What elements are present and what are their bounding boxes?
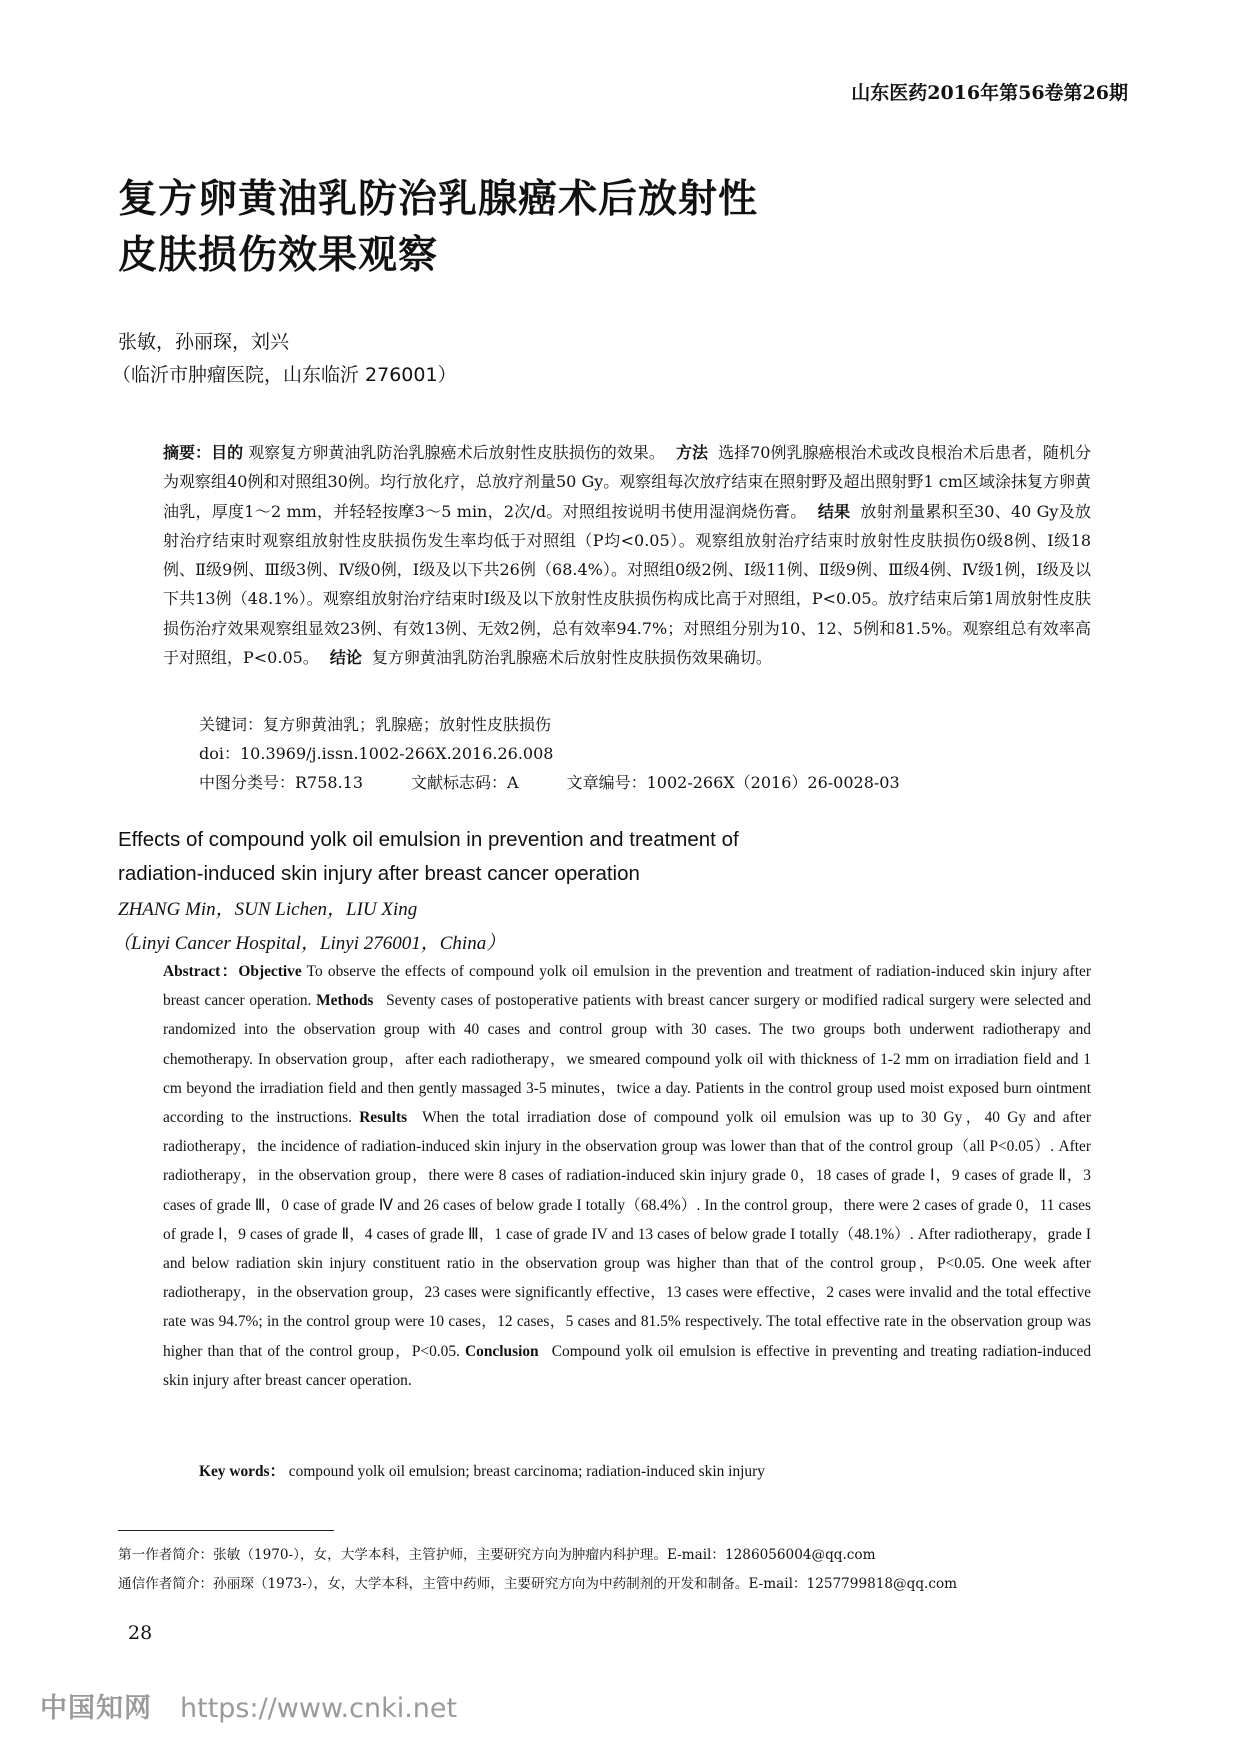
footnote-divider — [118, 1530, 334, 1531]
authors-cn: 张敏，孙丽琛，刘兴 — [118, 331, 290, 353]
article-title-en-line1: Effects of compound yolk oil emulsion in prevention and treatment of — [118, 828, 739, 851]
doi: doi：10.3969/j.issn.1002-266X.2016.26.008 — [199, 744, 554, 763]
abstract-en-label: Abstract：Objective — [163, 963, 302, 980]
abstract-cn-results-label: 结果 — [817, 501, 851, 521]
abstract-cn-objective: 观察复方卵黄油乳防治乳腺癌术后放射性皮肤损伤的效果。 — [248, 443, 665, 462]
keywords-cn: 关键词：复方卵黄油乳；乳腺癌；放射性皮肤损伤 — [199, 715, 552, 734]
article-title-en — [118, 823, 1018, 891]
keywords-en — [199, 1459, 765, 1481]
affiliation-en: （Linyi Cancer Hospital，Linyi 276001，China） — [112, 933, 506, 954]
page-number: 28 — [128, 1622, 153, 1644]
abstract-cn-methods-label: 方法 — [676, 443, 709, 462]
classification-line — [199, 770, 900, 793]
keywords-en-label: Key words： — [199, 1463, 285, 1480]
watermark-url[interactable]: https://www.cnki.net — [180, 1693, 458, 1724]
abstract-en-methods: Seventy cases of postoperative patients with breast cancer surgery or modified radical surgery were selected and randomized into the observation group with 40 cases and control group with 30 cases. The two groups both underwent radiotherapy and chemotherapy. In observation group，after each radiotherapy，we smeared compound yolk oil with thickness of 1-2 mm on irradiation field and 1 cm beyond the irradiation field and then gently massaged 3-5 minutes，twice a day. Patients in the control group used moist exposed burn ointment according to the instructions. — [163, 992, 1091, 1127]
abstract-en-conclusion-label: Conclusion — [465, 1342, 539, 1360]
article-number: 文章编号：1002-266X（2016）26-0028-03 — [566, 773, 900, 792]
authors-en: ZHANG Min，SUN Lichen，LIU Xing — [118, 899, 418, 920]
cnki-watermark — [40, 1686, 457, 1725]
article-title-cn-line2: 皮肤损伤效果观察 — [118, 233, 439, 278]
running-head: 山东医药2016年第56卷第26期 — [851, 82, 1128, 104]
abstract-en-objective: To observe the effects of compound yolk oil emulsion in the prevention and treatment of radiation-induced skin injury after breast cancer operation. — [163, 963, 1091, 1010]
article-title-en-line2: radiation-induced skin injury after breast cancer operation — [118, 862, 640, 885]
article-title-cn-line1: 复方卵黄油乳防治乳腺癌术后放射性 — [118, 177, 759, 222]
watermark-brand: 中国知网 — [40, 1693, 152, 1724]
abstract-en-results: When the total irradiation dose of compound yolk oil emulsion was up to 30 Gy，40 Gy and after radiotherapy，the incidence of radiation-induced skin injury in the observation group was lower than that of the control group（all P<0.05）. After radiotherapy，in the observation group，there were 8 cases of radiation-induced skin injury grade 0，18 cases of grade Ⅰ，9 cases of grade Ⅱ，3 cases of grade Ⅲ，0 case of grade Ⅳ and 26 cases of below grade I totally（68.4%）. In the control group，there were 2 cases of grade 0，11 cases of grade Ⅰ，9 cases of grade Ⅱ，4 cases of grade Ⅲ，1 case of grade IV and 13 cases of below grade I totally（48.1%）. After radiotherapy，grade I and below radiation skin injury constituent ratio in the observation group was higher than that of the control group，P<0.05. One week after radiotherapy，in the observation group，23 cases were significantly effective，13 cases were effective，2 cases were invalid and the total effective rate was 94.7%; in the control group were 10 cases，12 cases，5 cases and 81.5% respectively. The total effective rate in the observation group was higher than that of the control group，P<0.05. — [163, 1109, 1091, 1360]
abstract-en-results-label: Results — [359, 1109, 408, 1127]
abstract-en-conclusion: Compound yolk oil emulsion is effective in preventing and treating radiation-induced skin injury after breast cancer operation. — [163, 1342, 1092, 1389]
abstract-cn — [163, 438, 1091, 672]
document-code: 文献标志码：A — [411, 773, 519, 792]
abstract-cn-conclusion-label: 结论 — [329, 648, 362, 668]
article-title-cn — [118, 172, 758, 284]
footnote-corresponding-author: 通信作者简介：孙丽琛（1973-），女，大学本科，主管中药师，主要研究方向为中药制剂的开发和制备。E-mail：1257799818@qq.com — [118, 1576, 958, 1592]
abstract-cn-label: 摘要：目的 — [163, 443, 244, 462]
abstract-cn-results: 放射剂量累积至30、40 Gy及放射治疗结束时观察组放射性皮肤损伤发生率均低于对照组（P均<0.05）。观察组放射治疗结束时放射性皮肤损伤0级8例、Ⅰ级18例、Ⅱ级9例、Ⅲ级3例、Ⅳ级0例，Ⅰ级及以下共26例（68.4%）。对照组0级2例、Ⅰ级11例、Ⅱ级9例、Ⅲ级4例、Ⅳ级1例，Ⅰ级及以下共13例（48.1%）。观察组放射治疗结束时Ⅰ级及以下放射性皮肤损伤构成比高于对照组，P<0.05。放疗结束后第1周放射性皮肤损伤治疗效果观察组显效23例、有效13例、无效2例，总有效率94.7%；对照组分别为10、12、5例和81.5%。观察组总有效率高于对照组，P<0.05。 — [163, 501, 1091, 668]
affiliation-cn: （临沂市肿瘤医院，山东临沂 276001） — [112, 364, 457, 386]
clc-number: 中图分类号：R758.13 — [199, 773, 364, 792]
abstract-cn-conclusion: 复方卵黄油乳防治乳腺癌术后放射性皮肤损伤效果确切。 — [371, 648, 772, 668]
abstract-en — [163, 957, 1091, 1395]
abstract-en-methods-label: Methods — [316, 992, 374, 1010]
abstract-cn-methods: 选择70例乳腺癌根治术或改良根治术后患者，随机分为观察组40例和对照组30例。均行放化疗，总放疗剂量50 Gy。观察组每次放疗结束在照射野及超出照射野1 cm区域涂抹复方卵黄油乳，厚度1～2 mm，并轻轻按摩3～5 min，2次/d。对照组按说明书使用湿润烧伤膏。 — [163, 443, 1091, 521]
keywords-en-text: compound yolk oil emulsion; breast carcinoma; radiation-induced skin injury — [288, 1463, 765, 1480]
footnote-first-author: 第一作者简介：张敏（1970-），女，大学本科，主管护师，主要研究方向为肿瘤内科护理。E-mail：1286056004@qq.com — [118, 1547, 876, 1563]
